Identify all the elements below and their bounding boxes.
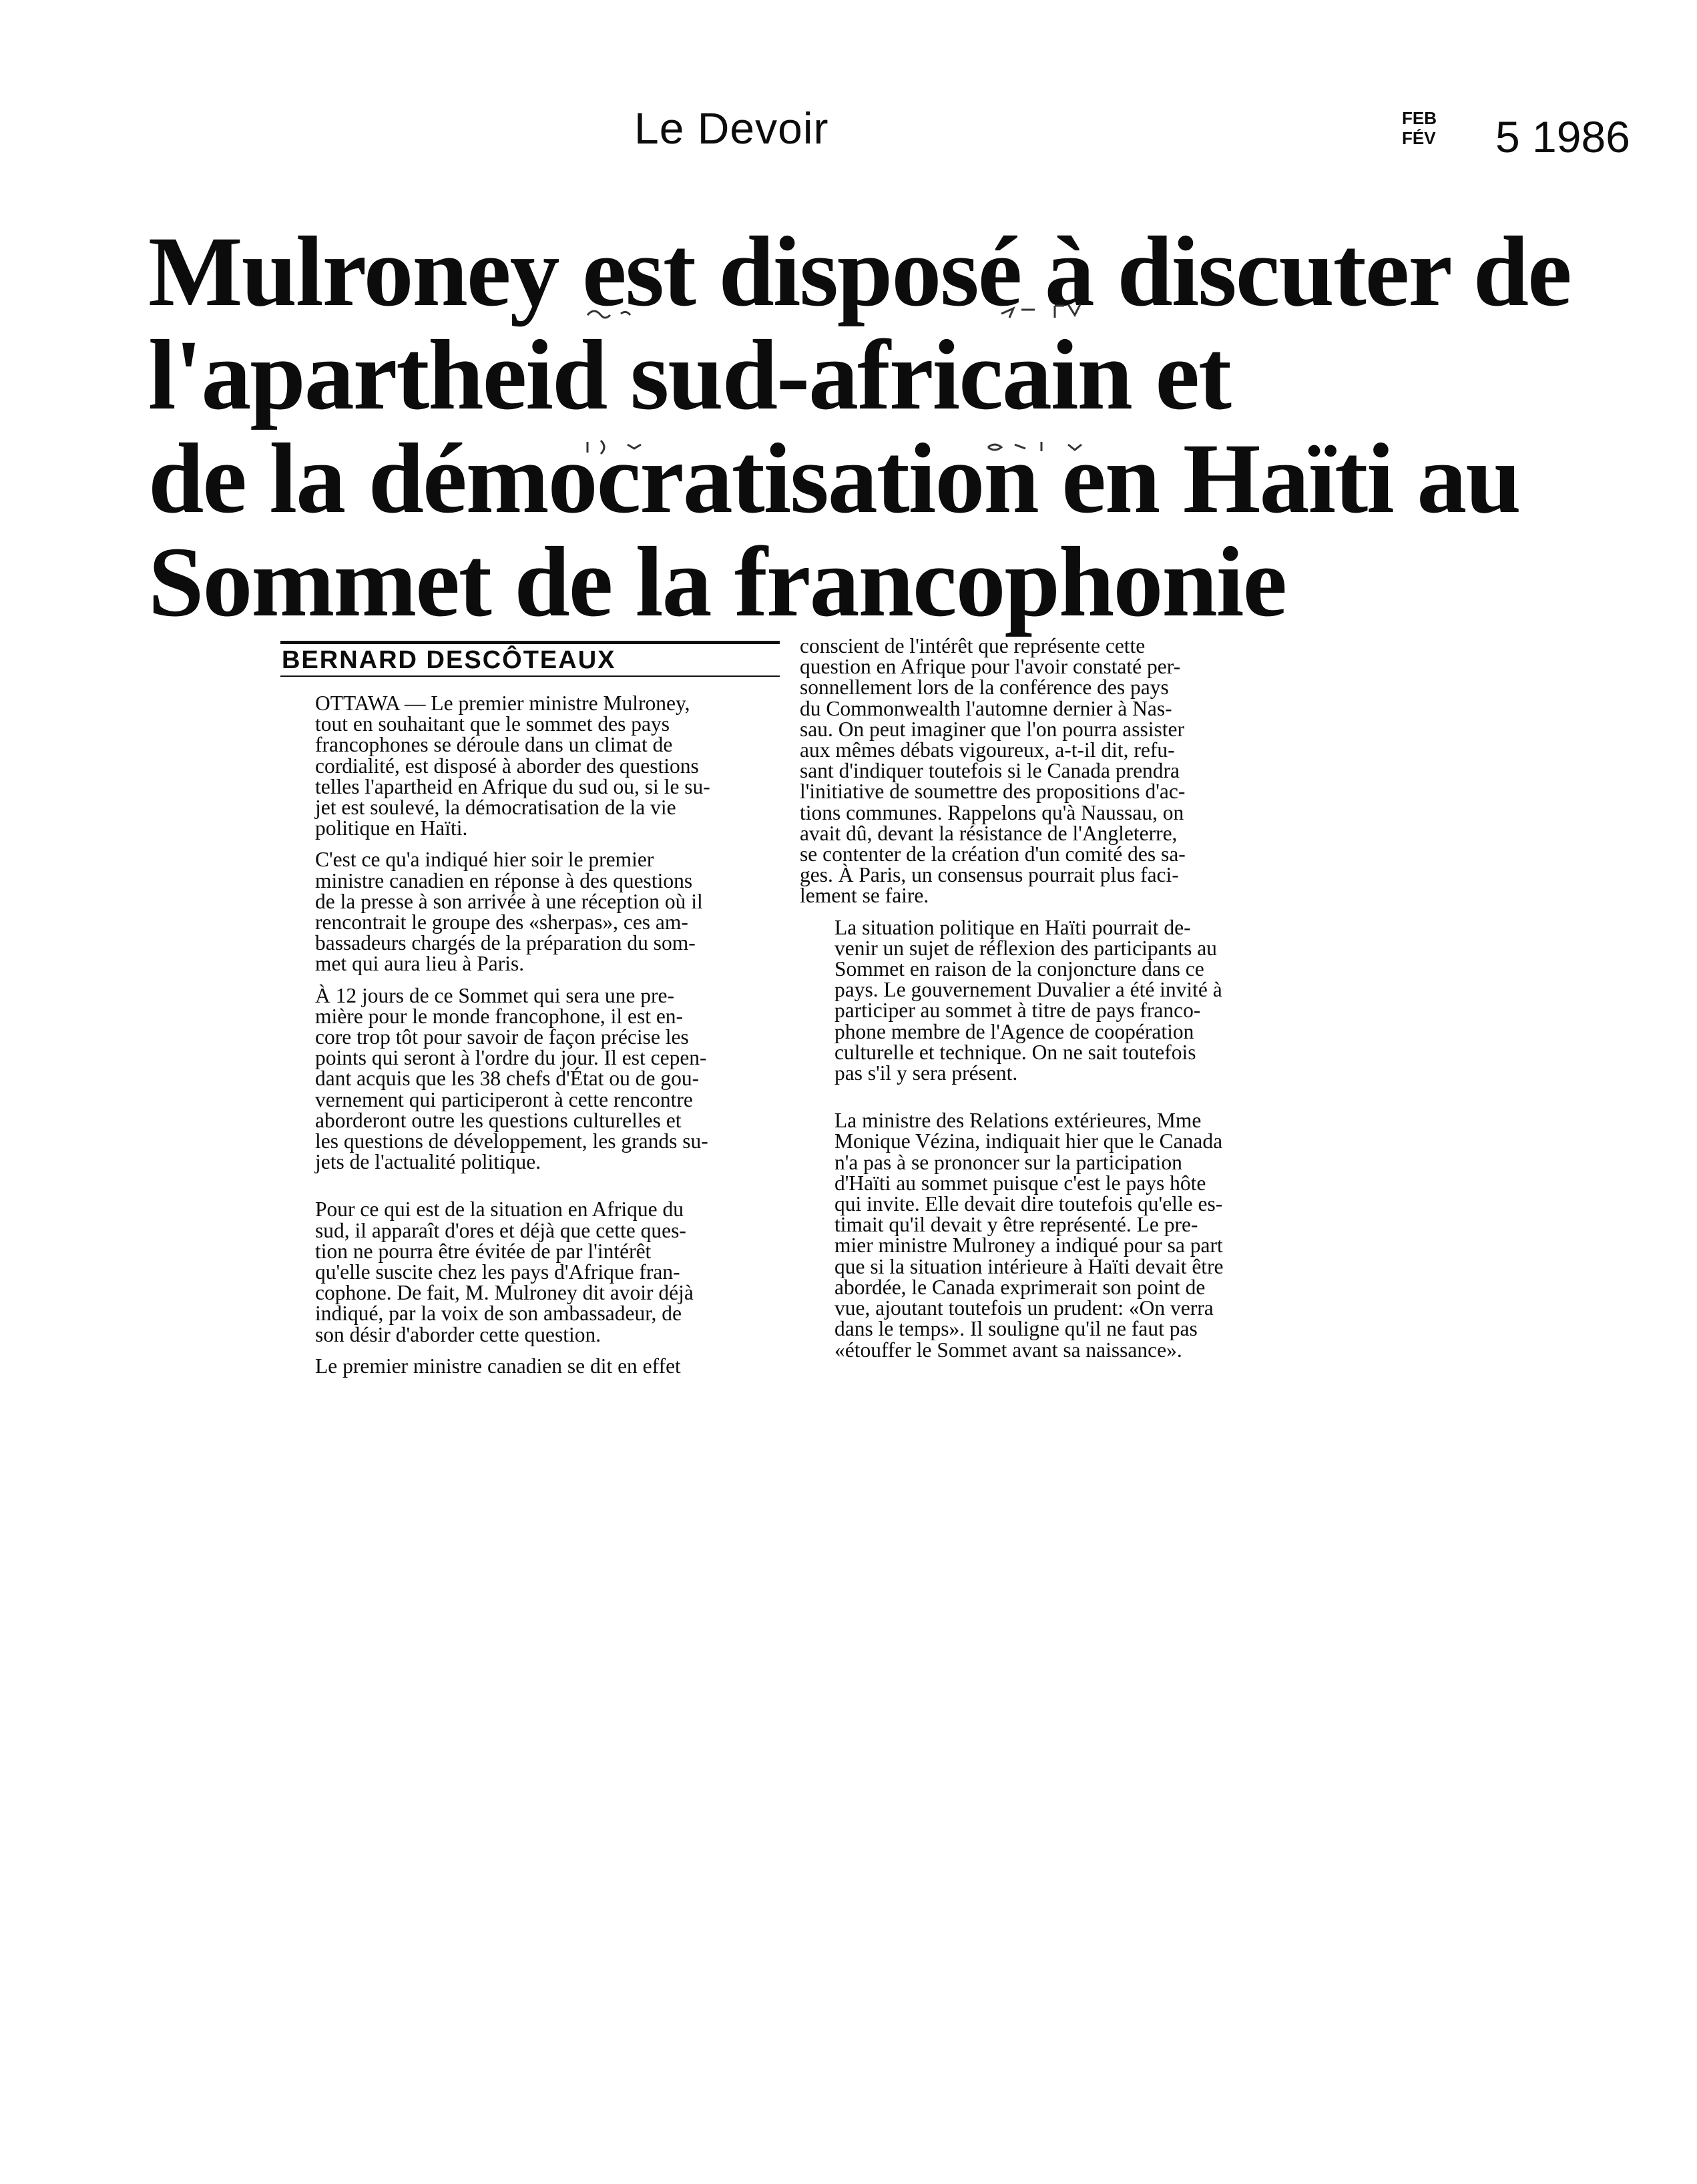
article-paragraph [800, 635, 1320, 906]
text-line: pas s'il y sera présent. [834, 1061, 1018, 1085]
text-line: jets de l'actualité politique. [315, 1150, 541, 1174]
text-line: OTTAWA — Le premier ministre Mulroney, [315, 692, 690, 715]
text-line: core trop tôt pour savoir de façon précise les [315, 1025, 689, 1049]
text-line: conscient de l'intérêt que représente cette [800, 634, 1146, 657]
text-line: mière pour le monde francophone, il est en- [315, 1004, 684, 1028]
text-line: se contenter de la création d'un comité des sa- [800, 842, 1186, 866]
text-line: rencontrait le groupe des «sherpas», ces am- [315, 910, 688, 934]
text-line: tions communes. Rappelons qu'à Naussau, on [800, 800, 1184, 824]
text-line: qui invite. Elle devait dire toutefois qu'elle es- [834, 1192, 1223, 1216]
text-line: son désir d'aborder cette question. [315, 1322, 601, 1346]
article-column-right [800, 635, 1320, 1360]
text-line: La situation politique en Haïti pourrait de- [834, 915, 1191, 939]
text-line: lement se faire. [800, 884, 929, 908]
article-paragraph [280, 1356, 788, 1376]
text-line: telles l'apartheid en Afrique du sud ou, si le su- [315, 774, 710, 798]
article-paragraph [280, 693, 788, 838]
text-line: indiqué, par la voix de son ambassadeur, de [315, 1302, 682, 1326]
text-line: À 12 jours de ce Sommet qui sera une pre- [315, 983, 674, 1007]
article-paragraph [800, 1110, 1320, 1360]
text-line: politique en Haïti. [315, 816, 468, 840]
text-line: sant d'indiquer toutefois si le Canada prendra [800, 759, 1180, 783]
text-line: C'est ce qu'a indiqué hier soir le premier [315, 848, 654, 872]
text-line: l'initiative de soumettre des propositions d'ac- [800, 780, 1186, 804]
text-line: tion ne pourra être évitée de par l'intérêt [315, 1239, 652, 1263]
text-line: aborderont outre les questions culturelles et [315, 1108, 682, 1132]
article-paragraph [280, 1199, 788, 1344]
date-stamp-month [1402, 108, 1455, 155]
article-paragraph [280, 985, 788, 1173]
text-line: que si la situation intérieure à Haïti devait être [834, 1254, 1224, 1278]
article-paragraph [280, 849, 788, 974]
text-line: Sommet en raison de la conjoncture dans ce [834, 957, 1204, 981]
text-line: Pour ce qui est de la situation en Afrique du [315, 1197, 684, 1221]
text-line: pays. Le gouvernement Duvalier a été invité à [834, 978, 1222, 1002]
headline-line: Mulroney est disposé à discuter de [148, 216, 1571, 327]
text-line: dans le temps». Il souligne qu'il ne faut pas [834, 1317, 1198, 1341]
byline-rule [280, 641, 780, 644]
text-line: culturelle et technique. On ne sait toutefois [834, 1040, 1196, 1064]
text-line: sau. On peut imaginer que l'on pourra assister [800, 717, 1185, 741]
text-line: francophones se déroule dans un climat de [315, 733, 673, 757]
text-line: ges. À Paris, un consensus pourrait plus faci- [800, 863, 1179, 887]
text-line: met qui aura lieu à Paris. [315, 952, 525, 976]
text-line: phone membre de l'Agence de coopération [834, 1019, 1194, 1043]
text-line: qu'elle suscite chez les pays d'Afrique fran- [315, 1260, 680, 1284]
text-line: dant acquis que les 38 chefs d'État ou de gou- [315, 1067, 700, 1091]
text-line: avait dû, devant la résistance de l'Angleterre, [800, 821, 1178, 845]
newspaper-name: Le Devoir [634, 103, 829, 153]
text-line: vue, ajoutant toutefois un prudent: «On verra [834, 1296, 1214, 1320]
text-line: cophone. De fait, M. Mulroney dit avoir déjà [315, 1281, 694, 1305]
text-line: n'a pas à se prononcer sur la participation [834, 1150, 1182, 1174]
text-line: aux mêmes débats vigoureux, a-t-il dit, refu- [800, 738, 1175, 762]
text-line: jet est soulevé, la démocratisation de la vie [315, 796, 676, 820]
byline-rule [280, 675, 780, 677]
text-line: sonnellement lors de la conférence des pays [800, 675, 1169, 700]
text-line: abordée, le Canada exprimerait son point de [834, 1275, 1206, 1299]
text-line: Monique Vézina, indiquait hier que le Canada [834, 1129, 1223, 1153]
text-line: participer au sommet à titre de pays franco- [834, 999, 1201, 1023]
text-line: mier ministre Mulroney a indiqué pour sa part [834, 1234, 1223, 1258]
text-line: sud, il apparaît d'ores et déjà que cette ques- [315, 1218, 686, 1242]
text-line: tout en souhaitant que le sommet des pays [315, 712, 670, 736]
text-line: cordialité, est disposé à aborder des questions [315, 754, 699, 778]
text-line: La ministre des Relations extérieures, Mme [834, 1109, 1202, 1133]
text-line: de la presse à son arrivée à une réception où il [315, 889, 703, 913]
text-line: points qui seront à l'ordre du jour. Il est cepen- [315, 1046, 707, 1070]
text-line: Le premier ministre canadien se dit en effet [315, 1354, 681, 1378]
headline-line: de la démocratisation en Haïti au [148, 423, 1520, 534]
headline-line: l'apartheid sud-africain et [148, 320, 1230, 431]
headline-line: Sommet de la francophonie [148, 527, 1286, 637]
byline: BERNARD DESCÔTEAUX [282, 646, 616, 674]
article-column-left [280, 693, 788, 1376]
text-line: venir un sujet de réflexion des participants au [834, 936, 1217, 960]
article-paragraph [800, 917, 1320, 1084]
text-line: timait qu'il devait y être représenté. Le pre- [834, 1213, 1198, 1237]
text-line: bassadeurs chargés de la préparation du som- [315, 931, 696, 955]
text-line: «étouffer le Sommet avant sa naissance». [834, 1338, 1182, 1362]
text-line: vernement qui participeront à cette rencontre [315, 1087, 693, 1111]
text-line: question en Afrique pour l'avoir constaté per- [800, 655, 1181, 679]
date-stamp-month-text: FEB FÉV [1402, 108, 1437, 148]
text-line: ministre canadien en réponse à des questions [315, 868, 693, 892]
text-line: d'Haïti au sommet puisque c'est le pays hôte [834, 1171, 1206, 1195]
text-line: du Commonwealth l'automne dernier à Nas- [800, 696, 1172, 720]
text-line: les questions de développement, les grands su- [315, 1129, 708, 1153]
date-stamp-day-year: 5 1986 [1495, 112, 1630, 162]
